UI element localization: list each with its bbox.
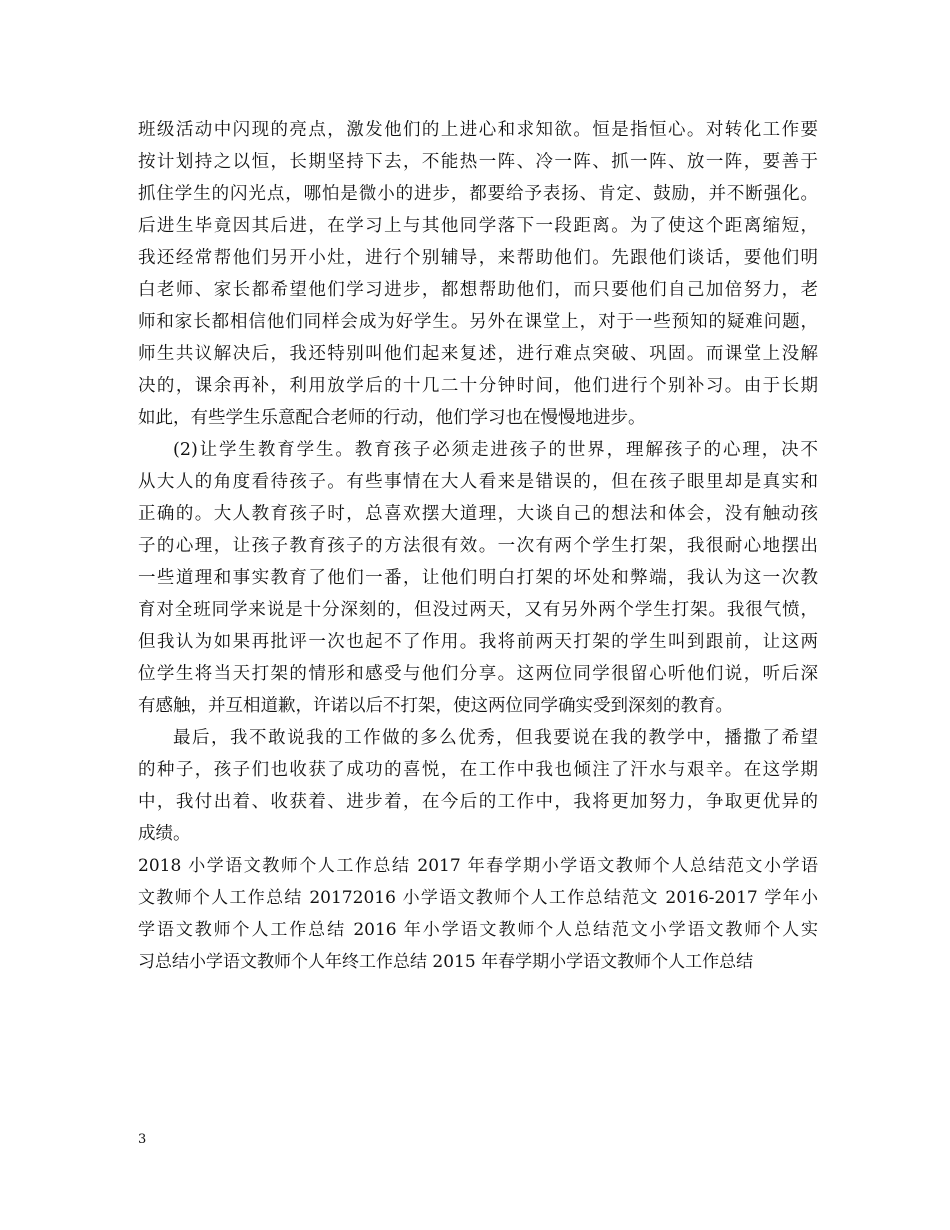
- text-line: 有感触，并互相道歉，许诺以后不打架，使这两位同学确实受到深刻的教育。: [138, 696, 733, 716]
- related-line: 学语文教师个人工作总结 2016 年小学语文教师个人总结范文小学语文教师个人实: [138, 920, 818, 940]
- text-line: 班级活动中闪现的亮点，激发他们的上进心和求知欲。恒是指恒心。对转化工作要: [138, 120, 818, 140]
- related-line: 文教师个人工作总结 20172016 小学语文教师个人工作总结范文 2016-2017 学年小: [138, 888, 818, 908]
- text-line: 按计划持之以恒，长期坚持下去，不能热一阵、冷一阵、抓一阵、放一阵，要善于: [138, 152, 818, 172]
- text-line: 从大人的角度看待孩子。有些事情在大人看来是错误的，但在孩子眼里却是真实和: [138, 472, 818, 492]
- page-number: 3: [138, 1132, 147, 1147]
- text-line: (2)让学生教育学生。教育孩子必须走进孩子的世界，理解孩子的心理，决不: [173, 440, 818, 460]
- text-line: 我还经常帮他们另开小灶，进行个别辅导，来帮助他们。先跟他们谈话，要他们明: [138, 248, 818, 268]
- text-line: 的种子，孩子们也收获了成功的喜悦，在工作中我也倾注了汗水与艰辛。在这学期: [138, 760, 818, 780]
- text-line: 中，我付出着、收获着、进步着，在今后的工作中，我将更加努力，争取更优异的: [138, 792, 818, 812]
- text-line: 正确的。大人教育孩子时，总喜欢摆大道理，大谈自己的想法和体会，没有触动孩: [138, 504, 818, 524]
- text-line: 师和家长都相信他们同样会成为好学生。另外在课堂上，对于一些预知的疑难问题，: [138, 312, 818, 332]
- text-line: 最后，我不敢说我的工作做的多么优秀，但我要说在我的教学中，播撒了希望: [173, 728, 818, 748]
- text-line: 但我认为如果再批评一次也起不了作用。我将前两天打架的学生叫到跟前，让这两: [138, 632, 818, 652]
- text-line: 抓住学生的闪光点，哪怕是微小的进步，都要给予表扬、肯定、鼓励，并不断强化。: [138, 184, 818, 204]
- related-line: 习总结小学语文教师个人年终工作总结 2015 年春学期小学语文教师个人工作总结: [138, 952, 754, 972]
- related-line: 2018 小学语文教师个人工作总结 2017 年春学期小学语文教师个人总结范文小学语: [138, 856, 818, 876]
- document-body: [138, 114, 818, 978]
- paragraph-3: [138, 722, 818, 850]
- text-line: 决的，课余再补，利用放学后的十几二十分钟时间，他们进行个别补习。由于长期: [138, 376, 818, 396]
- text-line: 如此，有些学生乐意配合老师的行动，他们学习也在慢慢地进步。: [138, 408, 646, 428]
- paragraph-2: [138, 434, 818, 722]
- text-line: 子的心理，让孩子教育孩子的方法很有效。一次有两个学生打架，我很耐心地摆出: [138, 536, 818, 556]
- related-titles: [138, 850, 818, 978]
- text-line: 成绩。: [138, 824, 191, 844]
- text-line: 师生共议解决后，我还特别叫他们起来复述，进行难点突破、巩固。而课堂上没解: [138, 344, 818, 364]
- paragraph-1: [138, 114, 818, 434]
- text-line: 后进生毕竟因其后进，在学习上与其他同学落下一段距离。为了使这个距离缩短，: [138, 216, 818, 236]
- text-line: 白老师、家长都希望他们学习进步，都想帮助他们，而只要他们自己加倍努力，老: [138, 280, 818, 300]
- text-line: 一些道理和事实教育了他们一番，让他们明白打架的坏处和弊端，我认为这一次教: [138, 568, 818, 588]
- text-line: 位学生将当天打架的情形和感受与他们分享。这两位同学很留心听他们说，听后深: [138, 664, 818, 684]
- text-line: 育对全班同学来说是十分深刻的，但没过两天，又有另外两个学生打架。我很气愤，: [138, 600, 818, 620]
